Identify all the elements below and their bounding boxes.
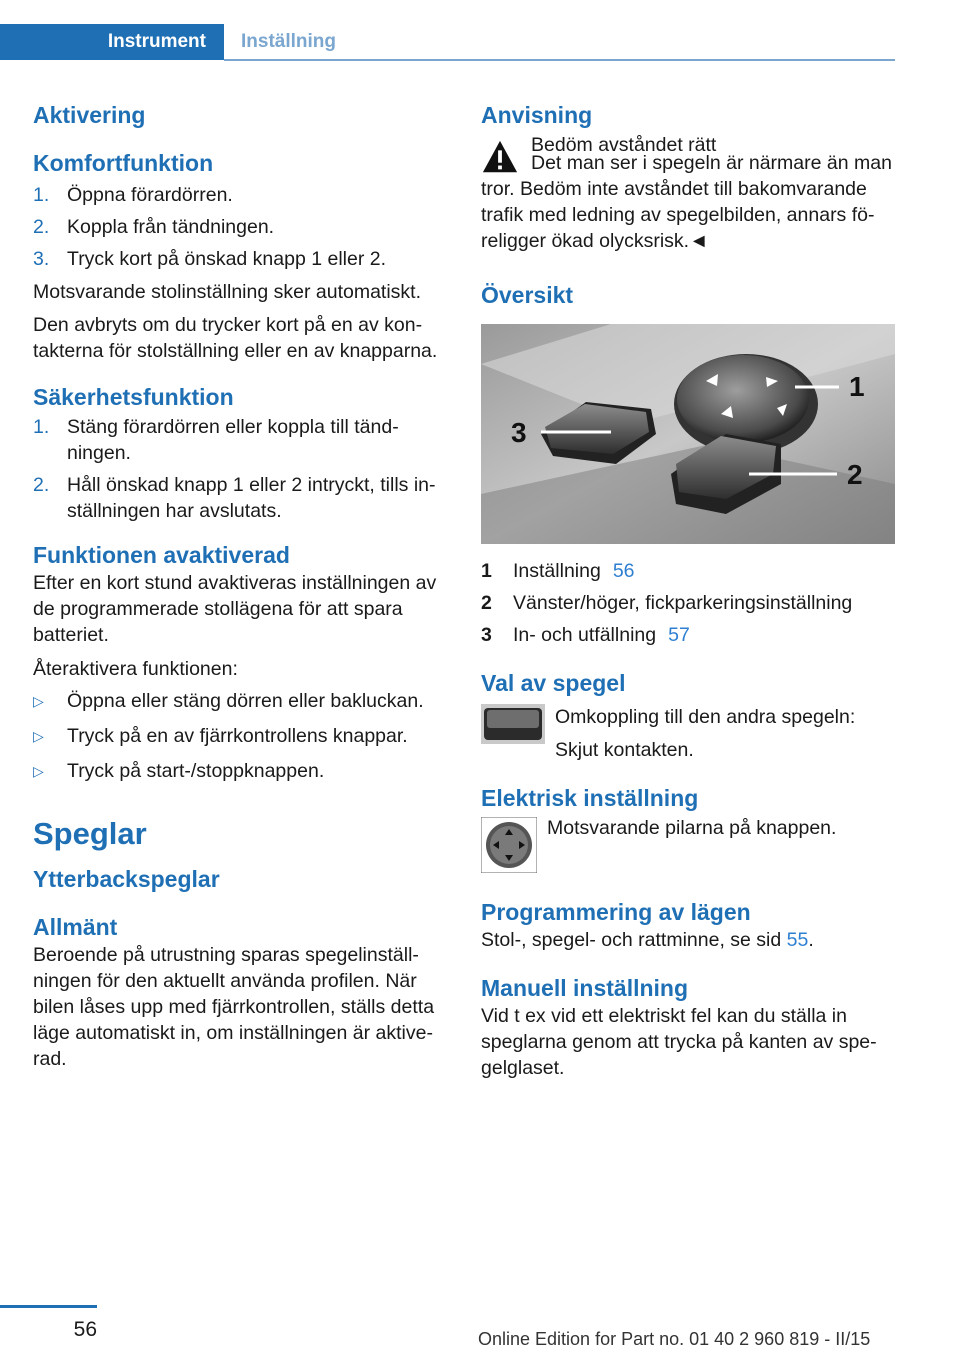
list-item: ▷ Tryck på start-/stoppknappen. (33, 760, 325, 782)
mirror-select-text-1: Omkoppling till den andra spegeln: (555, 706, 856, 728)
tab-instrument[interactable]: Instrument (0, 24, 224, 60)
heading-mirrors: Speglar (33, 816, 147, 851)
overview-legend (481, 558, 895, 648)
list-item: 1. Öppna förardörren. (33, 184, 233, 206)
right-column (481, 100, 895, 1081)
heading-mirror-select: Val av spegel (481, 670, 626, 696)
heading-manual-adjustment: Manuell inställning (481, 975, 689, 1001)
footer-rule (0, 1305, 97, 1308)
callout-2: 2 (847, 459, 863, 490)
electric-adjustment-row (481, 817, 895, 873)
heading-comfort-function: Komfortfunktion (33, 150, 214, 176)
direction-pad-icon (481, 817, 537, 873)
page-link[interactable]: 55 (786, 929, 809, 951)
reactivate-intro: Återaktivera funktionen: (33, 658, 238, 680)
list-item: 1 Inställning 56 (481, 560, 635, 582)
list-item: 3 In- och utfällning 57 (481, 624, 690, 646)
list-item: 3. Tryck kort på önskad knapp 1 eller 2. (33, 248, 387, 270)
deactivated-paragraph: Efter en kort stund avaktiveras inställningen av de programmerade stollägena för att spara batteriet. (33, 572, 437, 646)
edition-footer: Online Edition for Part no. 01 40 2 960 819 - II/15 (478, 1329, 871, 1349)
list-item: ▷ Öppna eller stäng dörren eller bakluckan. (33, 690, 424, 712)
page-number: 56 (73, 1318, 97, 1341)
heading-notice: Anvisning (481, 102, 593, 128)
mirror-select-row (481, 704, 895, 763)
list-item: 2. Koppla från tändningen. (33, 216, 275, 238)
manual-adjustment-text: Vid t ex vid ett elektriskt fel kan du ställa in speglarna genom att trycka på kanten av spegelglaset. (481, 1005, 877, 1079)
heading-general: Allmänt (33, 914, 118, 940)
list-item: 1. Stäng förardörren eller koppla till tändningen. (33, 416, 399, 464)
callout-3: 3 (511, 417, 527, 448)
mirror-switch-illustration (481, 324, 895, 544)
notice-title: Bedöm avståndet rätt (531, 134, 717, 156)
heading-function-deactivated: Funktionen avaktiverad (33, 542, 290, 568)
list-item: 2 Vänster/höger, fickparkeringsinställning (481, 592, 853, 614)
triangle-bullet-icon: ▷ (33, 728, 44, 744)
heading-programming: Programmering av lägen (481, 899, 751, 925)
heading-safety-function: Säkerhetsfunktion (33, 384, 234, 410)
list-item: ▷ Tryck på en av fjärrkontrollens knappar. (33, 725, 408, 747)
left-column (33, 100, 443, 1072)
comfort-paragraph-2: Den avbryts om du trycker kort på en av kontakterna för stolställning eller en av knapparna. (33, 314, 438, 362)
mirror-controls-photo (481, 324, 895, 544)
tab-underline (224, 59, 895, 61)
list-item: 2. Håll önskad knapp 1 eller 2 intryckt, tills inställningen har avslutats. (33, 474, 436, 522)
page-link[interactable]: 57 (668, 624, 690, 646)
comfort-steps-list (33, 182, 443, 272)
heading-overview: Översikt (481, 282, 574, 308)
programming-text: Stol-, spegel- och rattminne, se sid 55. (481, 929, 814, 951)
tab-installning[interactable]: Inställning (241, 31, 336, 52)
comfort-paragraph-1: Motsvarande stolinställning sker automatiskt. (33, 281, 422, 303)
mirror-select-switch-icon (481, 704, 545, 744)
general-paragraph: Beroende på utrustning sparas spegelinställningen för den aktuellt använda profilen. När bilen låses upp med fjärrkontrollen, ställs detta läge automatiskt in, om inställningen är aktiverad. (33, 944, 435, 1070)
reactivate-list (33, 688, 443, 784)
end-mark: ◄ (689, 230, 709, 252)
heading-outside-mirrors: Ytterbackspeglar (33, 866, 220, 892)
notice-text: Det man ser i spegeln är närmare än man tror. Bedöm inte avståndet till bakomvarande trafik med ledning av spegelbilden, annars föreligger ökad olycksrisk.◄ (481, 152, 892, 252)
triangle-bullet-icon: ▷ (33, 693, 44, 709)
electric-adjustment-text: Motsvarande pilarna på knappen. (547, 817, 837, 839)
page-link[interactable]: 56 (612, 560, 635, 582)
heading-activation: Aktivering (33, 102, 146, 128)
callout-1: 1 (849, 371, 865, 402)
triangle-bullet-icon: ▷ (33, 763, 44, 779)
chapter-tabs (0, 24, 895, 62)
safety-steps-list (33, 414, 443, 524)
heading-electric-adjustment: Elektrisk inställning (481, 785, 699, 811)
mirror-select-text-2: Skjut kontakten. (555, 739, 694, 761)
